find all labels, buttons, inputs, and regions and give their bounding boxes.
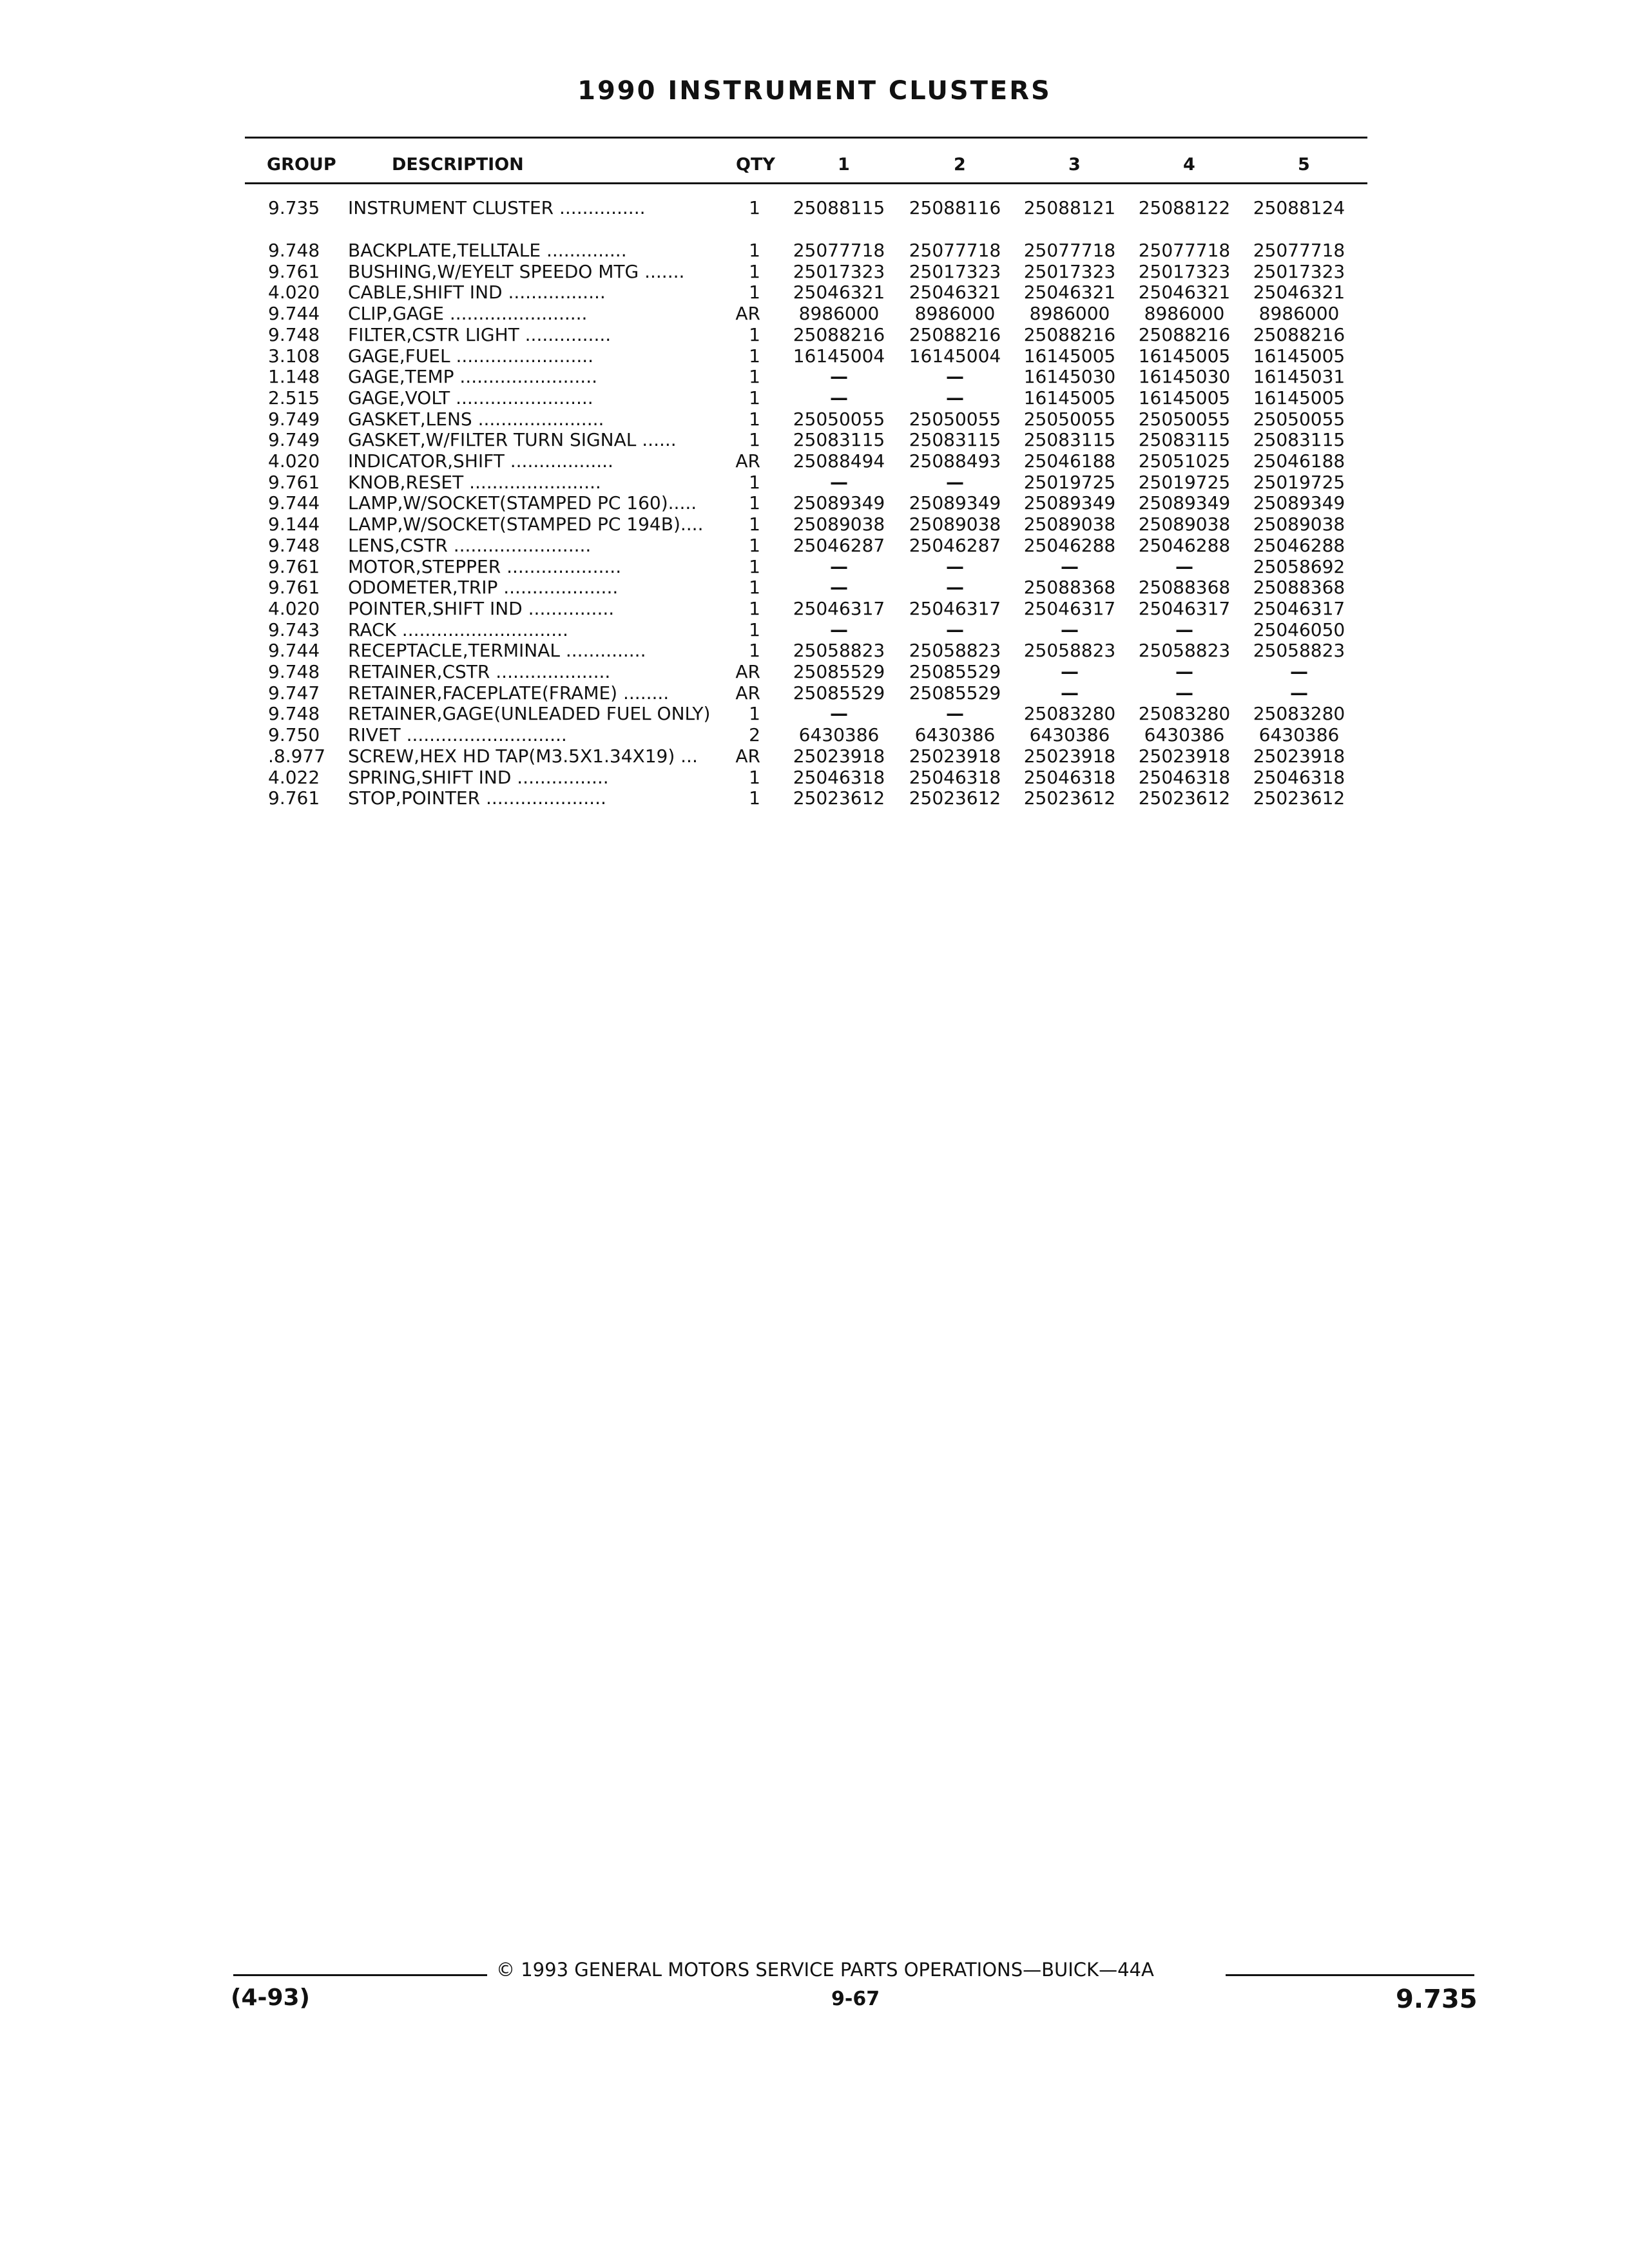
- col-1-cell: 25089038: [793, 514, 885, 535]
- col-2-cell: —: [946, 387, 964, 408]
- col-4-cell: 25083115: [1138, 429, 1231, 451]
- qty-cell: 1: [749, 366, 760, 388]
- col-3-cell: 25046188: [1023, 450, 1116, 472]
- col-5-cell: —: [1290, 661, 1308, 682]
- qty-cell: 1: [749, 597, 760, 619]
- col-4-cell: —: [1175, 682, 1193, 704]
- col-1-cell: 25050055: [793, 408, 885, 430]
- description-cell: INDICATOR,SHIFT ..................: [348, 450, 613, 472]
- col-4-cell: 25050055: [1138, 408, 1231, 430]
- table-row: [0, 556, 1629, 577]
- section-number: 9.735: [1396, 1984, 1478, 2014]
- table-row: [0, 661, 1629, 682]
- footer-rule-right: [1226, 1974, 1474, 1976]
- col-4-cell: 16145005: [1138, 387, 1231, 408]
- group-cell: 9.748: [268, 703, 320, 725]
- col-3-cell: 16145005: [1023, 387, 1116, 408]
- table-row: [0, 492, 1629, 514]
- col-5-cell: 8986000: [1258, 303, 1340, 325]
- group-cell: 9.761: [268, 471, 320, 493]
- description-cell: GAGE,FUEL ........................: [348, 345, 594, 367]
- col-4-cell: 25088122: [1138, 197, 1231, 218]
- description-cell: RACK .............................: [348, 619, 568, 640]
- col-4-cell: 25023612: [1138, 787, 1231, 809]
- col-4-cell: —: [1175, 661, 1193, 682]
- col-3-cell: 16145005: [1023, 345, 1116, 367]
- qty-cell: 1: [749, 787, 760, 809]
- qty-cell: 1: [749, 619, 760, 640]
- col-5-cell: 25088368: [1253, 577, 1345, 599]
- table-row: [0, 366, 1629, 387]
- description-cell: SCREW,HEX HD TAP(M3.5X1.34X19) ...: [348, 745, 698, 767]
- group-cell: 9.761: [268, 577, 320, 599]
- group-cell: 9.748: [268, 323, 320, 345]
- table-row: [0, 472, 1629, 493]
- group-cell: 9.761: [268, 787, 320, 809]
- col-5-cell: 25088124: [1253, 197, 1345, 218]
- group-cell: 1.148: [268, 366, 320, 388]
- table-row: [0, 387, 1629, 408]
- description-cell: GAGE,VOLT ........................: [348, 387, 593, 408]
- table-row: [0, 598, 1629, 619]
- table-row: [0, 787, 1629, 809]
- table-row: [0, 408, 1629, 430]
- group-cell: 9.750: [268, 724, 320, 746]
- col-2-cell: 25058823: [909, 640, 1001, 662]
- description-cell: POINTER,SHIFT IND ...............: [348, 597, 615, 619]
- table-row: [0, 535, 1629, 556]
- col-4-cell: 16145005: [1138, 345, 1231, 367]
- col-1-cell: 25023918: [793, 745, 885, 767]
- col-2-cell: 25083115: [909, 429, 1001, 451]
- col-2-cell: 25077718: [909, 240, 1001, 261]
- group-cell: 9.761: [268, 260, 320, 282]
- col-5-cell: 25046321: [1253, 282, 1345, 303]
- header-description: DESCRIPTION: [392, 155, 524, 175]
- col-2-cell: 25089038: [909, 514, 1001, 535]
- group-cell: 9.744: [268, 640, 320, 662]
- col-4-cell: 8986000: [1144, 303, 1225, 325]
- col-1-cell: 16145004: [793, 345, 885, 367]
- table-row: [0, 619, 1629, 640]
- group-cell: .8.977: [268, 745, 326, 767]
- description-cell: KNOB,RESET .......................: [348, 471, 601, 493]
- col-3-cell: 25050055: [1023, 408, 1116, 430]
- col-5-cell: 16145031: [1253, 366, 1345, 388]
- table-row: [0, 240, 1629, 261]
- col-3-cell: —: [1061, 619, 1079, 640]
- col-4-cell: 25023918: [1138, 745, 1231, 767]
- group-cell: 9.749: [268, 429, 320, 451]
- col-5-cell: 16145005: [1253, 387, 1345, 408]
- col-5-cell: 16145005: [1253, 345, 1345, 367]
- description-cell: ODOMETER,TRIP ....................: [348, 577, 619, 599]
- group-cell: 9.735: [268, 197, 320, 218]
- col-2-cell: 16145004: [909, 345, 1001, 367]
- group-cell: 9.748: [268, 661, 320, 682]
- description-cell: RECEPTACLE,TERMINAL ..............: [348, 640, 646, 662]
- col-3-cell: 25088368: [1023, 577, 1116, 599]
- description-cell: LAMP,W/SOCKET(STAMPED PC 194B)....: [348, 514, 704, 535]
- col-3-cell: 8986000: [1029, 303, 1110, 325]
- col-2-cell: 6430386: [914, 724, 996, 746]
- description-cell: MOTOR,STEPPER ....................: [348, 555, 622, 577]
- col-4-cell: 25046317: [1138, 597, 1231, 619]
- group-cell: 9.743: [268, 619, 320, 640]
- col-3-cell: 25077718: [1023, 240, 1116, 261]
- header-col-4: 4: [1183, 155, 1195, 175]
- col-3-cell: 25017323: [1023, 260, 1116, 282]
- col-5-cell: 25046318: [1253, 766, 1345, 788]
- col-4-cell: 25058823: [1138, 640, 1231, 662]
- col-4-cell: 25089038: [1138, 514, 1231, 535]
- description-cell: LENS,CSTR ........................: [348, 534, 592, 556]
- qty-cell: 1: [749, 345, 760, 367]
- col-1-cell: —: [830, 577, 848, 599]
- col-3-cell: 25083280: [1023, 703, 1116, 725]
- col-2-cell: 25046317: [909, 597, 1001, 619]
- table-row: [0, 767, 1629, 788]
- col-2-cell: 25089349: [909, 492, 1001, 514]
- qty-cell: 1: [749, 555, 760, 577]
- col-2-cell: 25046318: [909, 766, 1001, 788]
- description-cell: RETAINER,CSTR ....................: [348, 661, 611, 682]
- col-3-cell: 25046321: [1023, 282, 1116, 303]
- col-2-cell: —: [946, 703, 964, 725]
- col-2-cell: 8986000: [914, 303, 996, 325]
- col-5-cell: 25058692: [1253, 555, 1345, 577]
- header-col-3: 3: [1068, 155, 1081, 175]
- top-rule: [245, 137, 1367, 139]
- group-cell: 3.108: [268, 345, 320, 367]
- col-1-cell: —: [830, 619, 848, 640]
- col-2-cell: —: [946, 619, 964, 640]
- col-1-cell: 25058823: [793, 640, 885, 662]
- group-cell: 9.744: [268, 303, 320, 325]
- table-row: [0, 640, 1629, 661]
- col-1-cell: 25088216: [793, 323, 885, 345]
- col-3-cell: 25089038: [1023, 514, 1116, 535]
- table-row: [0, 450, 1629, 472]
- col-3-cell: 25088121: [1023, 197, 1116, 218]
- group-cell: 9.744: [268, 492, 320, 514]
- col-5-cell: 25050055: [1253, 408, 1345, 430]
- col-1-cell: 25088494: [793, 450, 885, 472]
- copyright-line: © 1993 GENERAL MOTORS SERVICE PARTS OPERATIONS—BUICK—44A: [496, 1959, 1154, 1981]
- col-5-cell: 25017323: [1253, 260, 1345, 282]
- table-row: [0, 577, 1629, 598]
- col-4-cell: —: [1175, 619, 1193, 640]
- col-1-cell: 25083115: [793, 429, 885, 451]
- page-number: 9-67: [831, 1988, 880, 2010]
- col-4-cell: 25051025: [1138, 450, 1231, 472]
- col-2-cell: 25023918: [909, 745, 1001, 767]
- qty-cell: 1: [749, 408, 760, 430]
- col-4-cell: —: [1175, 555, 1193, 577]
- table-row: [0, 303, 1629, 324]
- description-cell: GASKET,LENS ......................: [348, 408, 604, 430]
- description-cell: RETAINER,FACEPLATE(FRAME) ........: [348, 682, 670, 704]
- col-1-cell: 25046317: [793, 597, 885, 619]
- group-cell: 9.747: [268, 682, 320, 704]
- qty-cell: AR: [735, 661, 760, 682]
- description-cell: GAGE,TEMP ........................: [348, 366, 597, 388]
- qty-cell: AR: [735, 745, 760, 767]
- header-col-2: 2: [954, 155, 966, 175]
- page-title: 1990 INSTRUMENT CLUSTERS: [577, 76, 1052, 106]
- table-row: [0, 514, 1629, 535]
- qty-cell: 1: [749, 429, 760, 451]
- col-1-cell: —: [830, 471, 848, 493]
- description-cell: BUSHING,W/EYELT SPEEDO MTG .......: [348, 260, 685, 282]
- header-col-1: 1: [838, 155, 850, 175]
- col-5-cell: 25083280: [1253, 703, 1345, 725]
- col-1-cell: 25017323: [793, 260, 885, 282]
- col-1-cell: 25046318: [793, 766, 885, 788]
- header-col-5: 5: [1298, 155, 1310, 175]
- col-3-cell: 25046288: [1023, 534, 1116, 556]
- qty-cell: 1: [749, 387, 760, 408]
- header-group: GROUP: [267, 155, 336, 175]
- col-4-cell: 25046321: [1138, 282, 1231, 303]
- qty-cell: 1: [749, 703, 760, 725]
- group-cell: 9.761: [268, 555, 320, 577]
- table-row: [0, 429, 1629, 450]
- col-4-cell: 25077718: [1138, 240, 1231, 261]
- col-5-cell: 25046188: [1253, 450, 1345, 472]
- col-5-cell: 6430386: [1258, 724, 1340, 746]
- col-4-cell: 25046318: [1138, 766, 1231, 788]
- col-3-cell: 25046318: [1023, 766, 1116, 788]
- description-cell: CABLE,SHIFT IND .................: [348, 282, 606, 303]
- qty-cell: 1: [749, 514, 760, 535]
- description-cell: LAMP,W/SOCKET(STAMPED PC 160).....: [348, 492, 697, 514]
- col-2-cell: 25088216: [909, 323, 1001, 345]
- col-5-cell: 25089038: [1253, 514, 1345, 535]
- col-3-cell: 25083115: [1023, 429, 1116, 451]
- col-2-cell: —: [946, 366, 964, 388]
- col-3-cell: 25058823: [1023, 640, 1116, 662]
- group-cell: 4.020: [268, 597, 320, 619]
- group-cell: 9.749: [268, 408, 320, 430]
- col-5-cell: 25023612: [1253, 787, 1345, 809]
- description-cell: INSTRUMENT CLUSTER ...............: [348, 197, 646, 218]
- col-1-cell: 25089349: [793, 492, 885, 514]
- qty-cell: 1: [749, 240, 760, 261]
- col-1-cell: 25046321: [793, 282, 885, 303]
- qty-cell: 1: [749, 640, 760, 662]
- col-4-cell: 16145030: [1138, 366, 1231, 388]
- col-2-cell: 25085529: [909, 682, 1001, 704]
- col-2-cell: 25017323: [909, 260, 1001, 282]
- col-2-cell: 25046287: [909, 534, 1001, 556]
- qty-cell: AR: [735, 450, 760, 472]
- qty-cell: 1: [749, 282, 760, 303]
- table-row: [0, 703, 1629, 724]
- col-3-cell: 25019725: [1023, 471, 1116, 493]
- col-5-cell: 25046288: [1253, 534, 1345, 556]
- col-1-cell: 25088115: [793, 197, 885, 218]
- col-1-cell: 25085529: [793, 661, 885, 682]
- col-4-cell: 25089349: [1138, 492, 1231, 514]
- qty-cell: 1: [749, 260, 760, 282]
- table-row: [0, 682, 1629, 704]
- table-row: [0, 261, 1629, 282]
- table-row: [0, 345, 1629, 367]
- qty-cell: 1: [749, 534, 760, 556]
- col-3-cell: —: [1061, 555, 1079, 577]
- col-5-cell: 25083115: [1253, 429, 1345, 451]
- table-row: [0, 324, 1629, 345]
- col-1-cell: —: [830, 387, 848, 408]
- col-2-cell: 25023612: [909, 787, 1001, 809]
- col-4-cell: 25019725: [1138, 471, 1231, 493]
- description-cell: BACKPLATE,TELLTALE ..............: [348, 240, 627, 261]
- col-1-cell: 25023612: [793, 787, 885, 809]
- group-cell: 9.748: [268, 534, 320, 556]
- table-row: [0, 724, 1629, 745]
- col-2-cell: 25088116: [909, 197, 1001, 218]
- col-3-cell: 25088216: [1023, 323, 1116, 345]
- table-row-cluster: [0, 197, 1629, 218]
- description-cell: GASKET,W/FILTER TURN SIGNAL ......: [348, 429, 677, 451]
- col-5-cell: —: [1290, 682, 1308, 704]
- group-cell: 4.022: [268, 766, 320, 788]
- col-5-cell: 25058823: [1253, 640, 1345, 662]
- qty-cell: AR: [735, 303, 760, 325]
- table-row: [0, 745, 1629, 767]
- col-4-cell: 6430386: [1144, 724, 1225, 746]
- col-3-cell: 25023612: [1023, 787, 1116, 809]
- col-1-cell: 25077718: [793, 240, 885, 261]
- col-3-cell: 6430386: [1029, 724, 1110, 746]
- group-cell: 4.020: [268, 282, 320, 303]
- description-cell: RIVET ............................: [348, 724, 567, 746]
- col-1-cell: 6430386: [798, 724, 880, 746]
- col-5-cell: 25088216: [1253, 323, 1345, 345]
- col-5-cell: 25019725: [1253, 471, 1345, 493]
- col-4-cell: 25088216: [1138, 323, 1231, 345]
- col-1-cell: —: [830, 366, 848, 388]
- footer-rule-left: [233, 1974, 487, 1976]
- group-cell: 4.020: [268, 450, 320, 472]
- col-3-cell: —: [1061, 661, 1079, 682]
- col-4-cell: 25088368: [1138, 577, 1231, 599]
- col-4-cell: 25017323: [1138, 260, 1231, 282]
- description-cell: CLIP,GAGE ........................: [348, 303, 588, 325]
- col-2-cell: 25050055: [909, 408, 1001, 430]
- col-5-cell: 25046317: [1253, 597, 1345, 619]
- col-2-cell: 25085529: [909, 661, 1001, 682]
- description-cell: FILTER,CSTR LIGHT ...............: [348, 323, 612, 345]
- qty-cell: 1: [749, 471, 760, 493]
- col-3-cell: 25089349: [1023, 492, 1116, 514]
- group-cell: 9.144: [268, 514, 320, 535]
- table-row: [0, 282, 1629, 303]
- description-cell: RETAINER,GAGE(UNLEADED FUEL ONLY): [348, 703, 711, 725]
- col-1-cell: 25046287: [793, 534, 885, 556]
- group-cell: 2.515: [268, 387, 320, 408]
- header-qty: QTY: [736, 155, 775, 175]
- col-2-cell: —: [946, 471, 964, 493]
- qty-cell: AR: [735, 682, 760, 704]
- header-rule: [245, 182, 1367, 184]
- col-3-cell: 25023918: [1023, 745, 1116, 767]
- col-3-cell: —: [1061, 682, 1079, 704]
- col-3-cell: 16145030: [1023, 366, 1116, 388]
- col-1-cell: 8986000: [798, 303, 880, 325]
- qty-cell: 1: [749, 766, 760, 788]
- col-4-cell: 25046288: [1138, 534, 1231, 556]
- col-2-cell: 25046321: [909, 282, 1001, 303]
- qty-cell: 1: [749, 577, 760, 599]
- qty-cell: 2: [749, 724, 760, 746]
- col-1-cell: —: [830, 555, 848, 577]
- col-2-cell: —: [946, 577, 964, 599]
- col-5-cell: 25023918: [1253, 745, 1345, 767]
- col-5-cell: 25077718: [1253, 240, 1345, 261]
- description-cell: SPRING,SHIFT IND ................: [348, 766, 609, 788]
- col-1-cell: —: [830, 703, 848, 725]
- col-3-cell: 25046317: [1023, 597, 1116, 619]
- col-5-cell: 25089349: [1253, 492, 1345, 514]
- footer-date-code: (4-93): [231, 1984, 310, 2011]
- col-4-cell: 25083280: [1138, 703, 1231, 725]
- qty-cell: 1: [749, 197, 760, 218]
- col-2-cell: 25088493: [909, 450, 1001, 472]
- col-1-cell: 25085529: [793, 682, 885, 704]
- qty-cell: 1: [749, 492, 760, 514]
- group-cell: 9.748: [268, 240, 320, 261]
- col-5-cell: 25046050: [1253, 619, 1345, 640]
- qty-cell: 1: [749, 323, 760, 345]
- col-2-cell: —: [946, 555, 964, 577]
- description-cell: STOP,POINTER .....................: [348, 787, 606, 809]
